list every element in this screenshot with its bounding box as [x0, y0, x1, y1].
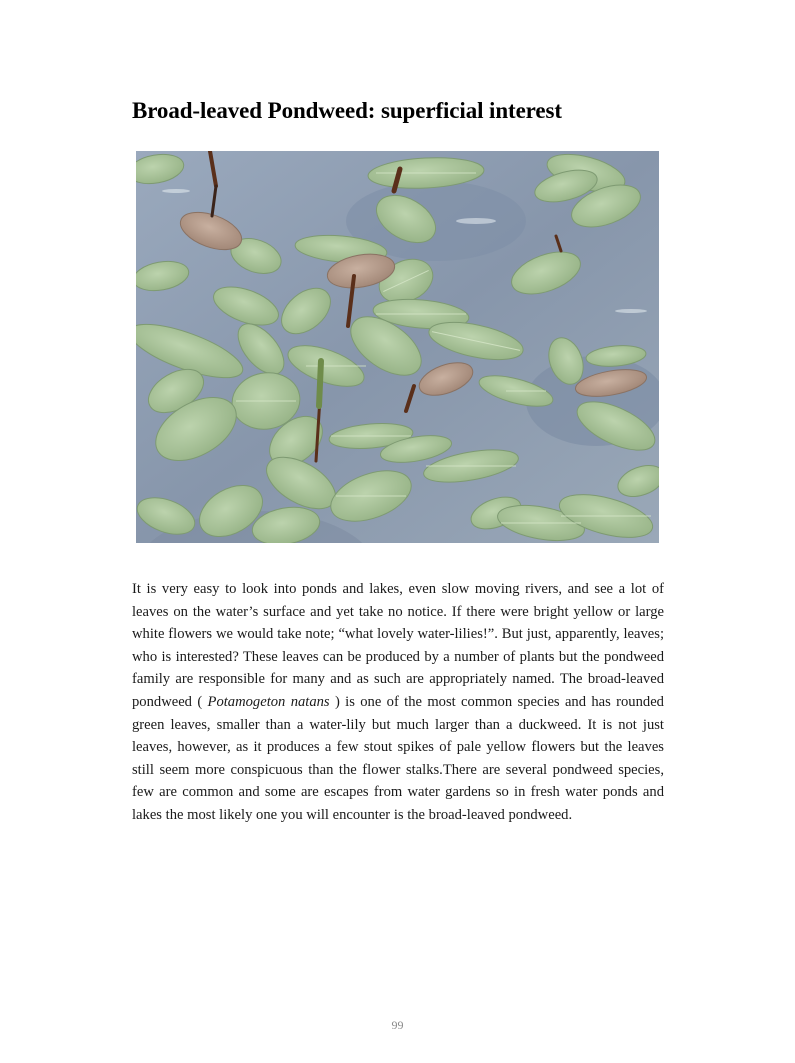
body-paragraph [132, 578, 664, 827]
page-number: 99 [391, 1018, 404, 1032]
body-text-part1: It is very easy to look into ponds and lakes, even slow moving rivers, and see a lot of leaves on the water’s surface and yet take no notice. If there were bright yellow or large white flowers we would take note; “what lovely water-lilies!”. But just, apparently, leaves; who is interested? These leaves can be produced by a number of plants but the pondweed family are responsible for many and as such are appropriately named. The broad-leaved pondweed ( [132, 581, 664, 710]
body-text-part2: ) is one of the most common species and has rounded green leaves, smaller than a water-lily but much larger than a duckweed. It is not just leaves, however, as it produces a few stout spikes of pale yellow flowers but the leaves still seem more conspicuous than the flower stalks.There are several pondweed species, few are common and some are escapes from water gardens so in fresh water ponds and lakes the most likely one you will encounter is the broad-leaved pondweed. [132, 693, 664, 823]
pondweed-photo-illustration [136, 151, 659, 543]
page-title: Broad-leaved Pondweed: superficial interest [132, 98, 562, 123]
pondweed-photo [136, 151, 659, 543]
species-name: Potamogeton natans [207, 693, 330, 710]
